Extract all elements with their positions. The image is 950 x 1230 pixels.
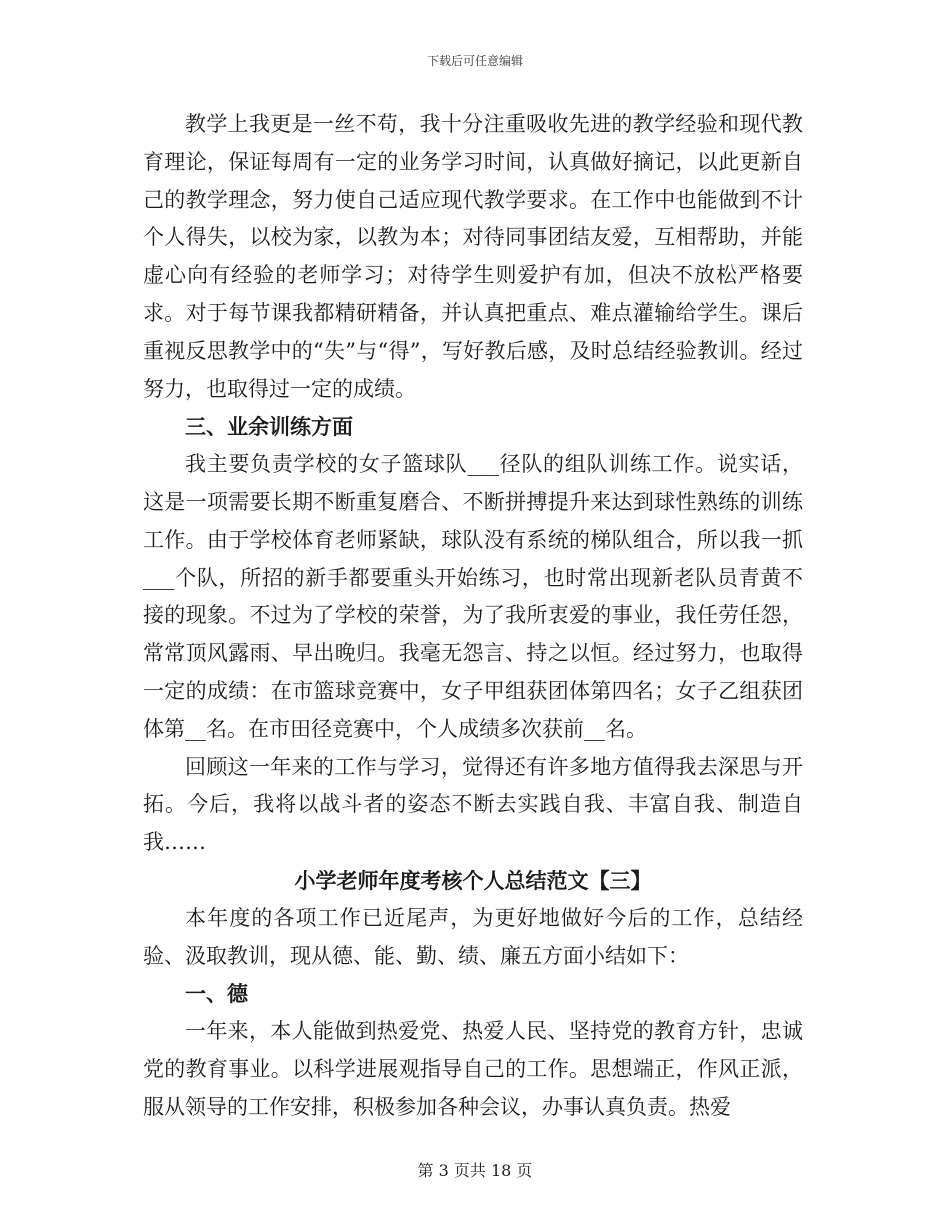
page-number: 第 3 页共 18 页 <box>417 1161 533 1180</box>
paragraph-review: 回顾这一年来的工作与学习，觉得还有许多地方值得我去深思与开拓。今后，我将以战斗者的姿态不断去实践自我、丰富自我、制造自我…… <box>143 754 803 855</box>
document-title: 小学老师年度考核个人总结范文【三】 <box>294 867 652 893</box>
page-header: 下载后可任意编辑 <box>426 54 523 68</box>
section-heading-virtue: 一、德 <box>185 981 248 1007</box>
paragraph-training: 我主要负责学校的女子篮球队___径队的组队训练工作。说实话，这是一项需要长期不断重复磨合、不断拼搏提升来达到球性熟练的训练工作。由于学校体育老师紧缺，球队没有系统的梯队组合，所以我一抓___个队，所招的新手都要重头开始练习，也时常出现新老队员青黄不接的现象。不过为了学校的荣誉，为了我所衷爱的事业，我任劳任怨，常常顶风露雨、早出晚归。我毫无怨言、持之以恒。经过努力，也取得一定的成绩：在市篮球竞赛中，女子甲组获团体第四名；女子乙组获团体第__名。在市田径竞赛中，个人成绩多次获前__名。 <box>143 452 803 741</box>
paragraph-teaching: 教学上我更是一丝不苟，我十分注重吸收先进的教学经验和现代教育理论，保证每周有一定的业务学习时间，认真做好摘记，以此更新自己的教学理念，努力使自己适应现代教学要求。在工作中也能做到不计个人得失，以校为家，以教为本；对待同事团结友爱，互相帮助，并能虚心向有经验的老师学习；对待学生则爱护有加，但决不放松严格要求。对于每节课我都精研精备，并认真把重点、难点灌输给学生。课后重视反思教学中的“失”与“得”，写好教后感，及时总结经验教训。经过努力，也取得过一定的成绩。 <box>143 112 803 401</box>
paragraph-virtue: 一年来，本人能做到热爱党、热爱人民、坚持党的教育方针，忠诚党的教育事业。以科学进展观指导自己的工作。思想端正，作风正派，服从领导的工作安排，积极参加各种会议，办事认真负责。热爱 <box>143 1019 803 1119</box>
section-heading-training: 三、业余训练方面 <box>185 414 353 440</box>
document-body <box>143 106 803 1127</box>
paragraph-intro: 本年度的各项工作已近尾声，为更好地做好今后的工作，总结经验、汲取教训，现从德、能、勤、绩、廉五方面小结如下： <box>143 905 803 968</box>
